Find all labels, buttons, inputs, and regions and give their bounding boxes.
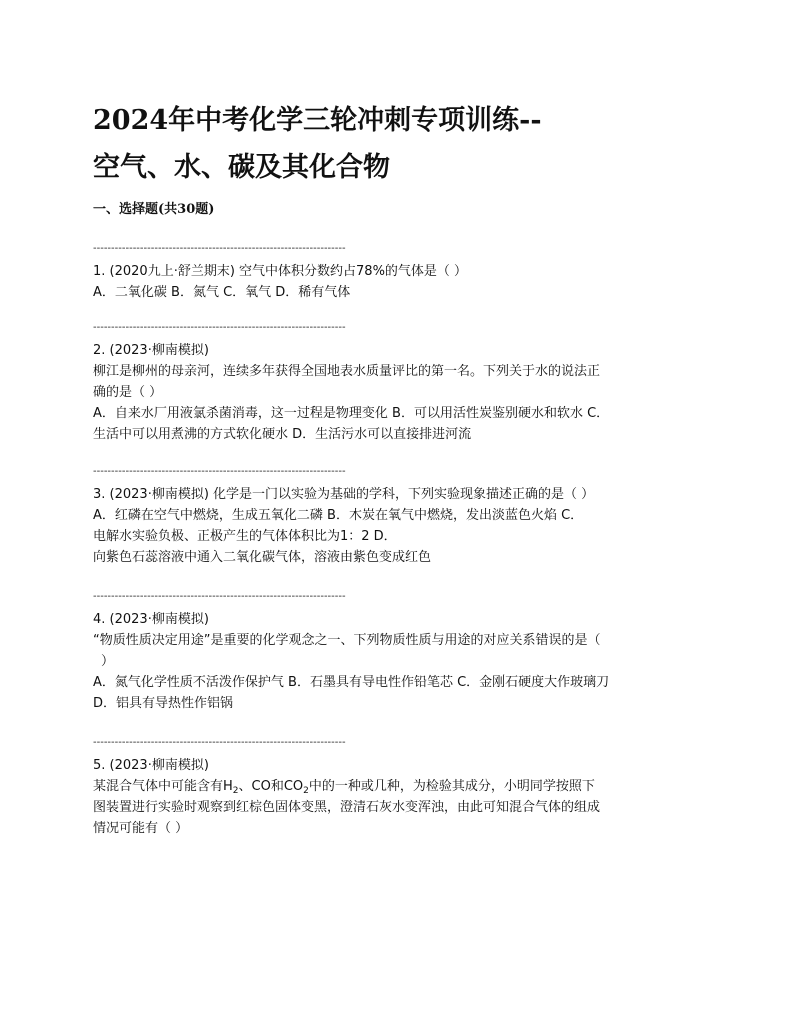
question-1-stem: 1. (2020九上·舒兰期末) 空气中体积分数约占78%的气体是（ ） [93, 264, 468, 279]
question-1-options: A．二氧化碳 B．氮气 C．氧气 D．稀有气体 [93, 285, 351, 300]
section-heading: 一、选择题(共30题) [93, 202, 215, 217]
question-5-source: 5. (2023·柳南模拟) [93, 758, 209, 773]
question-2-stem-line-1: 柳江是柳州的母亲河，连续多年获得全国地表水质量评比的第一名。下列关于水的说法正 [93, 364, 601, 379]
question-2-options-line-2: 生活中可以用煮沸的方式软化硬水 D．生活污水可以直接排进河流 [93, 427, 472, 442]
question-4-source: 4. (2023·柳南模拟) [93, 612, 209, 627]
question-5-stem-line-1 [93, 776, 705, 797]
question-5 [93, 737, 705, 839]
separator: ---------------------------------------------------------------------- [93, 737, 346, 748]
question-2-stem-line-2: 确的是（ ） [93, 385, 163, 400]
separator: ---------------------------------------------------------------------- [93, 243, 346, 254]
question-3 [93, 466, 705, 568]
question-3-stem: 3. (2023·柳南模拟) 化学是一门以实验为基础的学科，下列实验现象描述正确的是（ ） [93, 487, 595, 502]
title-line-1: 2024年中考化学三轮冲刺专项训练-- [93, 105, 542, 136]
text-segment: 、CO和CO [238, 779, 304, 794]
title-line-2: 空气、水、碳及其化合物 [93, 152, 390, 183]
text-segment: 中的一种或几种，为检验其成分，小明同学按照下 [308, 779, 595, 794]
question-1 [93, 243, 705, 303]
document-title [93, 97, 733, 191]
question-3-options-line-1: A．红磷在空气中燃烧，生成五氧化二磷 B．木炭在氧气中燃烧，发出淡蓝色火焰 C． [93, 508, 584, 523]
question-4-stem-line-1: “物质性质决定用途”是重要的化学观念之一、下列物质性质与用途的对应关系错误的是（ [93, 633, 601, 648]
question-3-options-line-3: 向紫色石蕊溶液中通入二氧化碳气体，溶液由紫色变成红色 [93, 550, 432, 565]
subscript: 2 [232, 786, 239, 796]
separator: ---------------------------------------------------------------------- [93, 322, 346, 333]
question-3-options-line-2: 电解水实验负极、正极产生的气体体积比为1：2 D． [93, 529, 397, 544]
question-4-options-line-2: D．铝具有导热性作铝锅 [93, 696, 234, 711]
question-2-options-line-1: A．自来水厂用液氯杀菌消毒，这一过程是物理变化 B．可以用活性炭鉴别硬水和软水 C． [93, 406, 610, 421]
text-segment: 某混合气体中可能含有H [93, 779, 233, 794]
question-2-source: 2. (2023·柳南模拟) [93, 343, 209, 358]
question-5-stem-line-3: 情况可能有（ ） [93, 821, 189, 836]
question-4 [93, 591, 705, 714]
question-4-options-line-1: A．氮气化学性质不活泼作保护气 B．石墨具有导电性作铅笔芯 C．金刚石硬度大作玻璃刀 [93, 675, 610, 690]
question-4-stem-line-2: ） [101, 654, 115, 669]
separator: ---------------------------------------------------------------------- [93, 466, 346, 477]
separator: ---------------------------------------------------------------------- [93, 591, 346, 602]
subscript: 2 [303, 786, 309, 796]
question-5-stem-line-2: 图装置进行实验时观察到红棕色固体变黑，澄清石灰水变浑浊，由此可知混合气体的组成 [93, 800, 601, 815]
question-2 [93, 322, 705, 445]
